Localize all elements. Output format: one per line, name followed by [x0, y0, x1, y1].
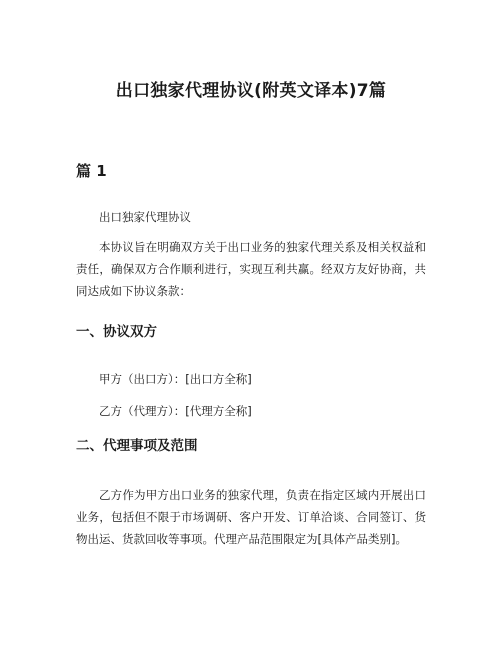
part2-paragraph: 乙方作为甲方出口业务的独家代理，负责在指定区域内开展出口业务，包括但不限于市场调研、客户开发、订单洽谈、合同签订、货物出运、货款回收等事项。代理产品范围限定为[具体产品类别]。 [76, 488, 426, 546]
part2-heading: 二、代理事项及范围 [76, 438, 198, 454]
intro-paragraph: 本协议旨在明确双方关于出口业务的独家代理关系及相关权益和责任，确保双方合作顺利进行，实现互利共赢。经双方友好协商，共同达成如下协议条款： [76, 240, 426, 298]
document-title: 出口独家代理协议(附英文译本)7篇 [115, 81, 387, 101]
section-heading: 篇 1 [76, 162, 107, 180]
part1-heading: 一、协议双方 [76, 324, 157, 340]
agreement-name: 出口独家代理协议 [99, 210, 191, 224]
party-a-line: 甲方（出口方）：[出口方全称] [99, 372, 252, 386]
party-b-line: 乙方（代理方）：[代理方全称] [99, 404, 252, 418]
